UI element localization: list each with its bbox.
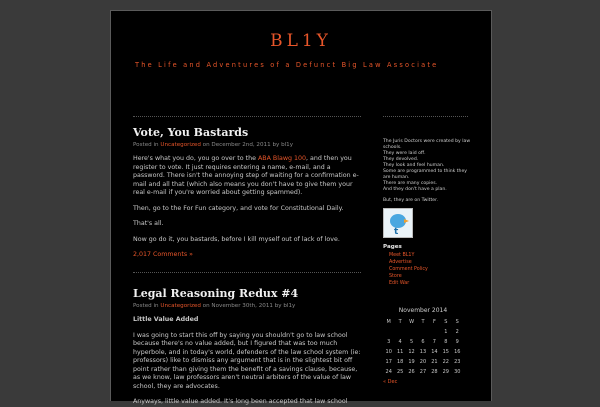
calendar-day: 16	[454, 349, 461, 355]
calendar-day-header: W	[409, 319, 415, 325]
twitter-text: But, they are on Twitter.	[383, 198, 439, 203]
calendar-day: 12	[408, 349, 415, 355]
post-category-link[interactable]: Uncategorized	[160, 303, 201, 309]
calendar-day: 14	[431, 349, 438, 355]
calendar-day: 17	[385, 359, 392, 365]
calendar-day: 18	[396, 359, 404, 365]
post-category-link[interactable]: Uncategorized	[160, 142, 201, 148]
calendar-week-row	[383, 327, 463, 337]
calendar-day: 1	[444, 329, 448, 335]
calendar-day: 26	[408, 369, 415, 375]
calendar-day: 21	[431, 359, 438, 365]
calendar-day-header: T	[421, 319, 425, 325]
site-title[interactable]: BL1Y	[270, 31, 332, 51]
calendar	[383, 317, 463, 377]
calendar-day: 6	[421, 339, 425, 345]
post-body	[133, 155, 361, 244]
intro-line: The Juris Doctors were created by law	[383, 139, 471, 144]
calendar-day: 22	[442, 359, 449, 365]
intro-line: They were laid off.	[383, 151, 426, 156]
calendar-day: 8	[444, 339, 448, 345]
calendar-day: 9	[455, 339, 459, 345]
calendar-day: 28	[431, 369, 438, 375]
calendar-day: 5	[409, 339, 414, 345]
calendar-day: 27	[419, 369, 427, 375]
calendar-day: 23	[454, 359, 461, 365]
intro-line: And they don't have a plan.	[383, 187, 447, 192]
calendar-day-header: S	[444, 319, 448, 325]
sidebar-intro	[383, 139, 473, 204]
main-content	[133, 126, 361, 407]
post-meta-prefix: Posted in	[133, 303, 161, 309]
comments-link[interactable]: 2,017 Comments »	[133, 251, 194, 258]
calendar-header-row	[383, 317, 463, 327]
post-paragraph: I was going to start this off by saying you shouldn't go to law school because there's no value added, but I figured that was too much hyperbole, and in today's world, defenders of the law school system (ie: professors) like to dismiss any argument that is in the slightest bit off point rather than giving them the benefit of a savings clause, because, as we know, law professors aren't neutral arbiters of the value of law school, they are advocates.	[133, 331, 361, 390]
post	[133, 287, 361, 407]
calendar-day: 4	[398, 339, 402, 345]
header-divider-main	[133, 116, 361, 117]
calendar-day-header: T	[398, 319, 402, 325]
post-subheading: Little Value Added	[133, 316, 199, 323]
calendar-day: 11	[396, 349, 404, 355]
calendar-title: November 2014	[398, 307, 448, 314]
page-link-edit-war[interactable]: Edit War	[389, 281, 410, 286]
calendar-day	[406, 327, 417, 337]
calendar-day: 29	[442, 369, 449, 375]
post-body	[133, 316, 361, 407]
sidebar	[383, 139, 473, 385]
site-tagline: The Life and Adventures of a Defunct Big Law Associate	[135, 61, 439, 69]
page-link-comment-policy[interactable]: Comment Policy	[389, 267, 428, 272]
calendar-day	[429, 327, 440, 337]
calendar-day	[394, 327, 405, 337]
calendar-week-row	[383, 347, 463, 357]
calendar-day	[417, 327, 428, 337]
calendar-day: 7	[432, 339, 436, 345]
bird-beak-shape	[404, 219, 409, 223]
intro-line: schools.	[383, 145, 402, 150]
intro-line: There are many copies.	[383, 181, 438, 186]
intro-line: They devolved.	[383, 157, 419, 162]
calendar-week-row	[383, 337, 463, 347]
calendar-day: 15	[442, 349, 449, 355]
calendar-day: 3	[387, 339, 391, 345]
paragraph-text: , and then you register to vote. It just requires entering a name, e-mail, and a password. There isn't the annoying step of waiting for a confirmation e-mail and all that (which also means you don't have to give them your real e-mail if you're worried about getting spammed).	[133, 155, 359, 196]
twitter-bird-icon[interactable]	[383, 208, 413, 238]
calendar-day: 25	[396, 369, 404, 375]
post-title[interactable]: Legal Reasoning Redux #4	[133, 287, 299, 300]
calendar-week-row	[383, 367, 463, 377]
calendar-day-header: S	[455, 319, 459, 325]
post-paragraph	[133, 155, 361, 198]
calendar-prev-link[interactable]: « Dec	[383, 379, 398, 385]
calendar-day: 20	[419, 359, 427, 365]
calendar-day: 2	[455, 329, 459, 335]
page-link-store[interactable]: Store	[389, 274, 402, 279]
calendar-week-row	[383, 357, 463, 367]
calendar-day: 30	[454, 369, 461, 375]
post-title[interactable]: Vote, You Bastards	[133, 126, 249, 139]
page-link-advertise[interactable]: Advertise	[389, 260, 412, 265]
calendar-day	[383, 327, 394, 337]
post-paragraph: Anyways, little value added. It's long been accepted that law school	[133, 398, 348, 405]
post-paragraph: Now go do it, you bastards, before I kill myself out of lack of love.	[133, 235, 340, 243]
pages-list	[383, 252, 473, 287]
page-container	[110, 10, 492, 405]
intro-line: They look and feel human.	[383, 163, 445, 168]
paragraph-text: Here's what you do, you go over to the	[133, 155, 258, 162]
page-link-meet-bl1y[interactable]: Meet BL1Y	[389, 253, 415, 258]
post-divider	[133, 272, 361, 273]
calendar-day: 13	[419, 349, 427, 355]
intro-line: Some are programmed to think they	[383, 169, 468, 174]
post-meta	[133, 142, 361, 148]
post-meta-prefix: Posted in	[133, 142, 161, 148]
aba-blawg-link[interactable]: ABA Blawg 100	[257, 155, 307, 162]
post-meta	[133, 303, 361, 309]
post-meta-suffix: on November 30th, 2011 by bl1y	[200, 303, 296, 309]
pages-heading: Pages	[383, 244, 402, 250]
header-divider-sidebar	[383, 116, 468, 117]
calendar-day: 10	[385, 349, 392, 355]
twitter-t-glyph: t	[394, 227, 399, 237]
post-meta-suffix: on December 2nd, 2011 by bl1y	[200, 142, 294, 148]
calendar-day-header: M	[386, 319, 391, 325]
calendar-day: 24	[385, 369, 392, 375]
calendar-day: 19	[408, 359, 415, 365]
post-paragraph: That's all.	[133, 220, 164, 227]
intro-line: are human.	[383, 175, 410, 180]
post	[133, 126, 361, 258]
calendar-day-header: F	[432, 319, 436, 325]
post-paragraph: Then, go to the For Fun category, and vote for Constitutional Daily.	[133, 204, 344, 212]
